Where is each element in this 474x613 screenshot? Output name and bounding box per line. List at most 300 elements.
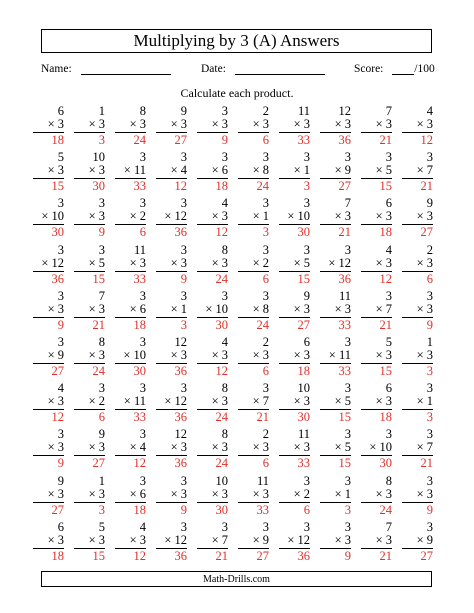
multiplicand: 6 <box>57 519 64 534</box>
multiplier-line: × 3 <box>361 488 392 503</box>
multiplication-problem <box>315 105 356 151</box>
multiplicand: 9 <box>98 427 105 442</box>
answer: 9 <box>344 548 351 563</box>
multiplicand: 3 <box>180 519 187 534</box>
multiplicand: 10 <box>92 150 105 165</box>
multiplication-problem <box>315 475 356 521</box>
multiplication-problem <box>397 105 438 151</box>
multiplication-problem <box>356 244 397 290</box>
multiplication-problem <box>192 105 233 151</box>
multiplication-problem <box>274 105 315 151</box>
multiplication-problem <box>151 197 192 243</box>
multiplier-line: × 11 <box>115 395 146 410</box>
answer: 18 <box>379 225 392 240</box>
multiplier-line: × 3 <box>238 118 269 133</box>
multiplier-line: × 3 <box>33 534 64 549</box>
answer: 6 <box>262 363 269 378</box>
multiplicand: 7 <box>385 519 392 534</box>
answer: 30 <box>92 179 105 194</box>
multiplicand: 3 <box>139 381 146 396</box>
multiplier-line: × 3 <box>361 349 392 364</box>
answer: 30 <box>133 363 146 378</box>
multiplier-line: × 3 <box>320 303 351 318</box>
multiplicand: 3 <box>57 334 64 349</box>
answer: 15 <box>338 456 351 471</box>
multiplication-problem <box>151 244 192 290</box>
multiplicand: 6 <box>57 104 64 118</box>
multiplier-line: × 3 <box>320 210 351 225</box>
multiplicand: 10 <box>297 381 310 396</box>
multiplicand: 2 <box>262 427 269 442</box>
multiplier-line: × 10 <box>33 210 64 225</box>
multiplier-line: × 11 <box>115 164 146 179</box>
score-blank-line <box>392 62 414 75</box>
answer: 6 <box>98 410 105 425</box>
multiplication-problem <box>151 336 192 382</box>
multiplication-problem <box>28 151 69 197</box>
multiplier-line: × 3 <box>402 210 433 225</box>
multiplication-problem <box>397 428 438 474</box>
multiplication-problem <box>397 336 438 382</box>
multiplication-problem <box>233 475 274 521</box>
answer: 24 <box>215 271 228 286</box>
multiplication-problem <box>151 521 192 567</box>
multiplier-line: × 4 <box>115 441 146 456</box>
answer: 18 <box>379 410 392 425</box>
answer: 3 <box>344 502 351 517</box>
multiplicand: 11 <box>133 242 146 257</box>
multiplicand: 3 <box>262 381 269 396</box>
multiplicand: 3 <box>344 473 351 488</box>
footer-box <box>41 571 432 587</box>
multiplication-problem <box>315 336 356 382</box>
answer: 21 <box>379 133 392 147</box>
multiplication-problem <box>110 382 151 428</box>
multiplication-problem <box>28 382 69 428</box>
answer: 27 <box>92 456 105 471</box>
multiplicand: 3 <box>221 288 228 303</box>
multiplication-problem <box>110 290 151 336</box>
multiplier-line: × 3 <box>238 441 269 456</box>
multiplier-line: × 7 <box>402 441 433 456</box>
multiplication-problem <box>356 151 397 197</box>
multiplicand: 3 <box>344 427 351 442</box>
answer: 9 <box>57 317 64 332</box>
multiplier-line: × 1 <box>402 395 433 410</box>
name-label: Name: <box>41 63 72 75</box>
multiplication-problem <box>274 428 315 474</box>
multiplicand: 3 <box>180 381 187 396</box>
multiplication-problem <box>356 428 397 474</box>
multiplication-problem <box>356 521 397 567</box>
multiplier-line: × 3 <box>74 349 105 364</box>
multiplicand: 8 <box>139 104 146 118</box>
multiplication-problem <box>192 521 233 567</box>
multiplier-line: × 12 <box>279 534 310 549</box>
multiplier-line: × 3 <box>197 488 228 503</box>
answer: 18 <box>215 179 228 194</box>
multiplication-problem <box>192 336 233 382</box>
answer: 15 <box>379 363 392 378</box>
multiplicand: 1 <box>426 334 433 349</box>
multiplier-line: × 6 <box>115 488 146 503</box>
multiplicand: 7 <box>385 104 392 118</box>
multiplicand: 3 <box>139 150 146 165</box>
multiplication-problem <box>315 428 356 474</box>
answer: 21 <box>420 456 433 471</box>
multiplicand: 3 <box>262 519 269 534</box>
multiplicand: 3 <box>57 196 64 211</box>
multiplication-problem <box>315 197 356 243</box>
multiplication-problem <box>110 197 151 243</box>
answer: 30 <box>51 225 64 240</box>
multiplication-problem <box>397 244 438 290</box>
multiplier-line: × 3 <box>156 349 187 364</box>
multiplicand: 3 <box>98 381 105 396</box>
multiplicand: 6 <box>303 334 310 349</box>
multiplication-problem <box>315 521 356 567</box>
answer: 27 <box>51 502 64 517</box>
answer: 18 <box>297 363 310 378</box>
multiplier-line: × 12 <box>156 534 187 549</box>
multiplication-problem <box>356 105 397 151</box>
multiplicand: 8 <box>385 473 392 488</box>
multiplicand: 8 <box>98 334 105 349</box>
answer: 12 <box>215 363 228 378</box>
multiplication-problem <box>315 382 356 428</box>
multiplier-line: × 3 <box>33 441 64 456</box>
answer: 12 <box>174 179 187 194</box>
multiplier-line: × 5 <box>279 257 310 272</box>
multiplier-line: × 3 <box>402 118 433 133</box>
multiplicand: 9 <box>303 288 310 303</box>
multiplication-problem <box>192 197 233 243</box>
multiplier-line: × 2 <box>238 257 269 272</box>
date-field <box>201 62 325 75</box>
answer: 21 <box>379 548 392 563</box>
multiplier-line: × 1 <box>279 164 310 179</box>
multiplicand: 5 <box>385 334 392 349</box>
multiplicand: 3 <box>139 288 146 303</box>
multiplication-problem <box>274 336 315 382</box>
answer: 15 <box>92 548 105 563</box>
answer: 36 <box>338 271 351 286</box>
answer: 30 <box>215 502 228 517</box>
multiplication-problem <box>274 475 315 521</box>
answer: 3 <box>303 179 310 194</box>
answer: 9 <box>426 502 433 517</box>
multiplier-line: × 6 <box>115 303 146 318</box>
multiplicand: 3 <box>180 288 187 303</box>
answer: 18 <box>51 548 64 563</box>
multiplier-line: × 7 <box>402 164 433 179</box>
multiplicand: 3 <box>57 288 64 303</box>
multiplier-line: × 3 <box>115 257 146 272</box>
multiplicand: 3 <box>303 196 310 211</box>
multiplication-problem <box>192 244 233 290</box>
multiplication-problem <box>110 151 151 197</box>
answer: 21 <box>338 225 351 240</box>
multiplier-line: × 7 <box>361 303 392 318</box>
answer: 33 <box>297 133 310 147</box>
multiplier-line: × 3 <box>156 488 187 503</box>
answer: 6 <box>262 271 269 286</box>
multiplier-line: × 3 <box>115 118 146 133</box>
multiplier-line: × 3 <box>361 534 392 549</box>
answer: 24 <box>133 133 146 147</box>
multiplicand: 3 <box>303 150 310 165</box>
answer: 12 <box>420 133 433 147</box>
multiplicand: 3 <box>344 334 351 349</box>
answer: 30 <box>297 225 310 240</box>
multiplication-problem <box>69 151 110 197</box>
multiplicand: 11 <box>256 473 269 488</box>
answer: 36 <box>174 456 187 471</box>
multiplication-problem <box>397 475 438 521</box>
multiplier-line: × 3 <box>74 488 105 503</box>
multiplicand: 11 <box>297 104 310 118</box>
answer: 36 <box>174 225 187 240</box>
problem-grid <box>28 105 438 567</box>
multiplicand: 3 <box>344 381 351 396</box>
multiplication-problem <box>69 105 110 151</box>
answer: 9 <box>180 271 187 286</box>
multiplicand: 7 <box>98 288 105 303</box>
answer: 9 <box>426 317 433 332</box>
multiplication-problem <box>28 475 69 521</box>
multiplicand: 3 <box>426 519 433 534</box>
multiplicand: 3 <box>139 196 146 211</box>
multiplicand: 9 <box>426 196 433 211</box>
answer: 36 <box>174 410 187 425</box>
multiplicand: 1 <box>98 104 105 118</box>
answer: 33 <box>133 410 146 425</box>
multiplicand: 3 <box>262 150 269 165</box>
multiplication-problem <box>356 197 397 243</box>
multiplicand: 4 <box>139 519 146 534</box>
multiplication-problem <box>356 475 397 521</box>
answer: 6 <box>426 271 433 286</box>
multiplier-line: × 3 <box>361 118 392 133</box>
multiplier-line: × 3 <box>156 257 187 272</box>
multiplicand: 3 <box>344 242 351 257</box>
multiplier-line: × 11 <box>320 349 351 364</box>
multiplicand: 3 <box>303 473 310 488</box>
multiplication-problem <box>110 521 151 567</box>
multiplier-line: × 7 <box>197 534 228 549</box>
answer: 9 <box>221 133 228 147</box>
multiplicand: 5 <box>98 519 105 534</box>
multiplier-line: × 1 <box>156 303 187 318</box>
answer: 27 <box>420 225 433 240</box>
multiplier-line: × 3 <box>320 534 351 549</box>
multiplication-problem <box>233 105 274 151</box>
multiplicand: 2 <box>262 104 269 118</box>
multiplier-line: × 5 <box>74 257 105 272</box>
multiplication-problem <box>110 475 151 521</box>
multiplicand: 3 <box>262 196 269 211</box>
score-label: Score: <box>354 63 384 75</box>
answer: 3 <box>98 133 105 147</box>
multiplicand: 11 <box>297 427 310 442</box>
multiplier-line: × 3 <box>197 395 228 410</box>
multiplier-line: × 3 <box>197 257 228 272</box>
name-field <box>41 62 171 75</box>
answer: 6 <box>262 456 269 471</box>
multiplier-line: × 3 <box>197 210 228 225</box>
multiplier-line: × 7 <box>238 395 269 410</box>
multiplicand: 3 <box>139 427 146 442</box>
answer: 3 <box>426 410 433 425</box>
multiplication-problem <box>151 428 192 474</box>
multiplication-problem <box>192 151 233 197</box>
multiplier-line: × 12 <box>33 257 64 272</box>
multiplicand: 12 <box>338 104 351 118</box>
multiplier-line: × 1 <box>320 488 351 503</box>
multiplier-line: × 3 <box>74 303 105 318</box>
multiplicand: 12 <box>174 334 187 349</box>
multiplier-line: × 9 <box>33 349 64 364</box>
answer: 27 <box>174 133 187 147</box>
multiplier-line: × 3 <box>74 164 105 179</box>
multiplier-line: × 2 <box>74 395 105 410</box>
answer: 24 <box>215 410 228 425</box>
multiplication-problem <box>28 428 69 474</box>
multiplication-problem <box>356 382 397 428</box>
multiplier-line: × 3 <box>279 395 310 410</box>
answer: 27 <box>297 317 310 332</box>
multiplicand: 3 <box>426 150 433 165</box>
answer: 3 <box>98 502 105 517</box>
multiplication-problem <box>274 521 315 567</box>
answer: 33 <box>133 271 146 286</box>
multiplication-problem <box>192 382 233 428</box>
multiplicand: 8 <box>221 242 228 257</box>
multiplication-problem <box>356 336 397 382</box>
multiplication-problem <box>151 290 192 336</box>
multiplication-problem <box>69 382 110 428</box>
multiplication-problem <box>356 290 397 336</box>
multiplication-problem <box>110 428 151 474</box>
answer: 12 <box>51 410 64 425</box>
multiplication-problem <box>233 521 274 567</box>
answer: 27 <box>338 179 351 194</box>
multiplication-problem <box>315 290 356 336</box>
multiplicand: 8 <box>221 427 228 442</box>
multiplicand: 3 <box>385 427 392 442</box>
answer: 36 <box>297 548 310 563</box>
multiplier-line: × 3 <box>402 349 433 364</box>
multiplier-line: × 3 <box>197 118 228 133</box>
multiplier-line: × 3 <box>197 441 228 456</box>
multiplication-problem <box>151 382 192 428</box>
multiplicand: 3 <box>344 150 351 165</box>
answer: 15 <box>92 271 105 286</box>
multiplier-line: × 3 <box>74 441 105 456</box>
answer: 18 <box>51 133 64 147</box>
multiplicand: 2 <box>262 334 269 349</box>
multiplication-problem <box>274 382 315 428</box>
multiplier-line: × 3 <box>33 395 64 410</box>
answer: 18 <box>133 317 146 332</box>
multiplicand: 1 <box>98 473 105 488</box>
multiplicand: 3 <box>180 196 187 211</box>
multiplier-line: × 5 <box>320 395 351 410</box>
answer: 36 <box>174 363 187 378</box>
answer: 33 <box>338 317 351 332</box>
multiplicand: 3 <box>303 519 310 534</box>
multiplicand: 7 <box>344 196 351 211</box>
student-info-row <box>41 62 433 78</box>
multiplier-line: × 5 <box>361 164 392 179</box>
multiplication-problem <box>28 521 69 567</box>
answer: 3 <box>426 363 433 378</box>
multiplicand: 3 <box>262 242 269 257</box>
multiplicand: 3 <box>385 288 392 303</box>
answer: 9 <box>98 225 105 240</box>
multiplicand: 3 <box>221 150 228 165</box>
answer: 33 <box>256 502 269 517</box>
multiplicand: 9 <box>180 104 187 118</box>
answer: 27 <box>51 363 64 378</box>
answer: 24 <box>92 363 105 378</box>
answer: 30 <box>215 317 228 332</box>
answer: 12 <box>133 548 146 563</box>
multiplication-problem <box>69 336 110 382</box>
multiplier-line: × 3 <box>279 441 310 456</box>
multiplication-problem <box>110 244 151 290</box>
multiplicand: 3 <box>344 519 351 534</box>
multiplicand: 3 <box>426 427 433 442</box>
multiplicand: 4 <box>221 334 228 349</box>
answer: 21 <box>379 317 392 332</box>
multiplicand: 3 <box>221 104 228 118</box>
multiplication-problem <box>28 244 69 290</box>
multiplication-problem <box>69 197 110 243</box>
answer: 30 <box>379 456 392 471</box>
multiplicand: 3 <box>139 473 146 488</box>
multiplication-problem <box>69 290 110 336</box>
multiplication-problem <box>233 336 274 382</box>
multiplication-problem <box>151 105 192 151</box>
answer: 36 <box>51 271 64 286</box>
answer: 36 <box>174 548 187 563</box>
multiplication-problem <box>274 197 315 243</box>
worksheet-title: Multiplying by 3 (A) Answers <box>133 31 340 50</box>
multiplicand: 3 <box>262 288 269 303</box>
multiplicand: 6 <box>385 381 392 396</box>
multiplier-line: × 10 <box>197 303 228 318</box>
answer: 24 <box>256 317 269 332</box>
multiplicand: 9 <box>57 473 64 488</box>
multiplication-problem <box>274 244 315 290</box>
multiplier-line: × 3 <box>320 118 351 133</box>
multiplier-line: × 3 <box>402 257 433 272</box>
multiplication-problem <box>233 244 274 290</box>
score-total: /100 <box>414 63 435 75</box>
answer: 3 <box>262 225 269 240</box>
multiplier-line: × 9 <box>320 164 351 179</box>
multiplier-line: × 3 <box>115 534 146 549</box>
multiplicand: 4 <box>221 196 228 211</box>
multiplier-line: × 3 <box>156 118 187 133</box>
multiplier-line: × 3 <box>156 441 187 456</box>
multiplicand: 8 <box>221 381 228 396</box>
multiplier-line: × 5 <box>320 441 351 456</box>
multiplication-problem <box>397 382 438 428</box>
multiplication-problem <box>28 197 69 243</box>
multiplicand: 4 <box>57 381 64 396</box>
